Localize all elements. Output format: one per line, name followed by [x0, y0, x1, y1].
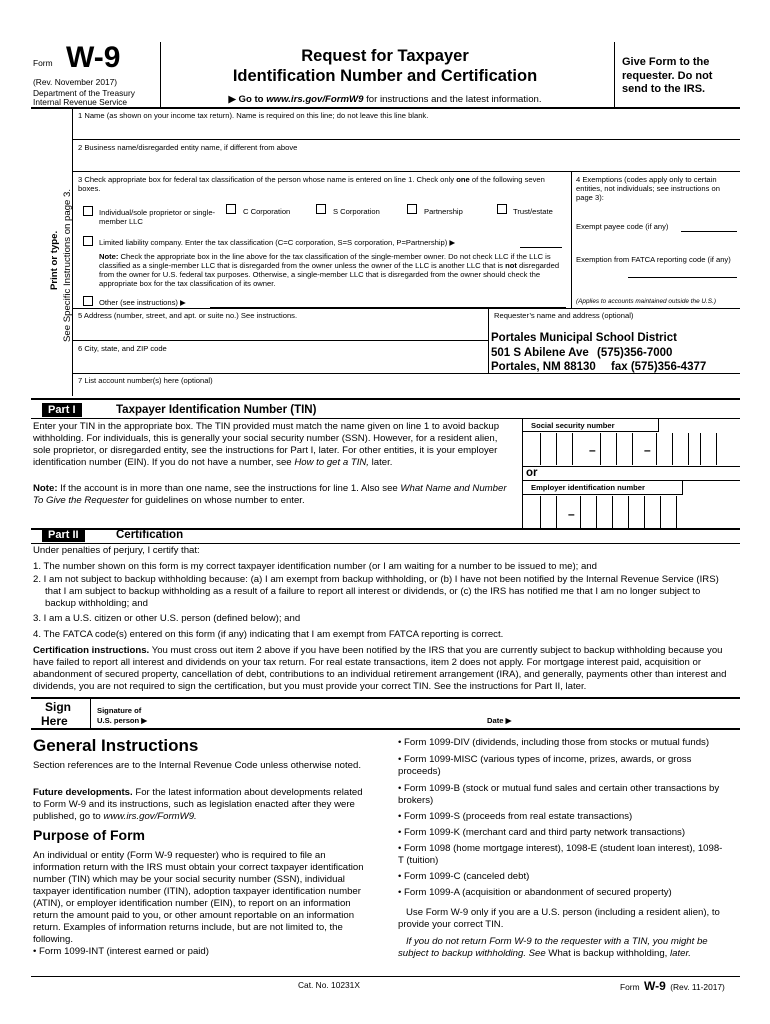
cert-instructions: Certification instructions. You must cross out item 2 above if you have been notified by the IRS that you are currently subject to backup withholding because you have failed to report all interest and dividends on your tax return. For real estate transactions, item 2 does not apply. For mortgage interest paid, acquisition or abandonment of secured property, cancellation of debt, contributions to an individual retirement arrangement (IRA), and generally, payments other than interest and dividends, you are not required to sign the certification, but you must provide your correct TIN. See the instructions for Part II, later.: [33, 645, 727, 692]
goto-instructions: ▶ Go to www.irs.gov/FormW9 for instructions and the latest information.: [228, 94, 542, 105]
date-label: Date ▶: [487, 716, 512, 725]
part1-instructions: Enter your TIN in the appropriate box. The TIN provided must match the name given on line 1 to avoid backup withholding. For individuals, this is generally your social security number (SSN). However, for a resident alien, sole proprietor, or disregarded entity, see the instructions for Part I, later. For other entities, it is your employer identification number (EIN). If you do not have a number, see How to get a TIN, later.: [33, 421, 500, 468]
signature-label-2: U.S. person ▶: [97, 716, 148, 725]
bullet-item: • Form 1099-S (proceeds from real estate transactions): [398, 811, 633, 822]
form-number: W-9: [66, 41, 121, 74]
fatca-label: Exemption from FATCA reporting code (if any): [576, 255, 731, 264]
city-state-zip-input[interactable]: [74, 354, 484, 372]
exempt-payee-input[interactable]: [681, 231, 737, 232]
bullet-item: • Form 1099-DIV (dividends, including those from stocks or mutual funds): [398, 737, 710, 748]
bullet-item: • Form 1099-MISC (various types of income, prizes, awards, or gross proceeds): [398, 754, 692, 777]
general-instructions-heading: General Instructions: [33, 736, 199, 755]
signature-label-1: Signature of: [97, 706, 142, 715]
bullet-item: • Form 1099-K (merchant card and third party network transactions): [398, 827, 686, 838]
irs-w9-link[interactable]: www.irs.gov/FormW9.: [103, 811, 197, 822]
catalog-number: Cat. No. 10231X: [298, 980, 360, 990]
perjury-intro: Under penalties of perjury, I certify that:: [33, 545, 200, 556]
other-label: Other (see instructions) ▶: [99, 298, 186, 307]
requester-address: 501 S Abilene Ave: [491, 347, 589, 359]
part2-title: Certification: [116, 529, 184, 541]
individual-checkbox[interactable]: [83, 206, 93, 216]
give-form-notice: Give Form to the requester. Do not send to the IRS.: [622, 56, 713, 95]
account-numbers-input[interactable]: [74, 386, 739, 398]
llc-checkbox[interactable]: [83, 236, 93, 246]
cert-item1: 1. The number shown on this form is my correct taxpayer identification number (or I am waiting for a number to be issued to me); and: [33, 561, 597, 572]
title-line2: Identification Number and Certification: [232, 67, 538, 85]
irs-url-link[interactable]: www.irs.gov/FormW9: [266, 94, 364, 105]
sign-label: Sign: [45, 700, 71, 714]
part1-label: Part I: [42, 403, 82, 417]
ssn-input[interactable]: [524, 433, 694, 465]
bullet-item: • Form 1099-C (canceled debt): [398, 871, 530, 882]
title-line1: Request for Taxpayer: [301, 47, 469, 65]
trust-estate-label: Trust/estate: [513, 207, 553, 216]
section-references: Section references are to the Internal Revenue Code unless otherwise noted.: [33, 760, 361, 771]
ssn-dash-1: –: [589, 443, 596, 457]
or-label: or: [526, 467, 538, 479]
cert-item2: 2. I am not subject to backup withholding because: (a) I am exempt from backup withholding, or (b) I have not been notified by the Internal Revenue Service (IRS) that I am subject to backup withholding as a result of a failure to report all interest or dividends, or (c) the IRS has notified me that I am no longer subject to backup withholding; and: [33, 574, 719, 609]
line7-label: 7 List account number(s) here (optional): [78, 376, 213, 385]
s-corporation-label: S Corporation: [333, 207, 380, 216]
purpose-text: An individual or entity (Form W-9 requester) who is required to file an information return with the IRS must obtain your correct taxpayer identification number (TIN) which may be your social security number (SSN), individual taxpayer identification number (ITIN), adoption taxpayer identification number (ATIN), or employer identification number (EIN), to report on an information return the amount paid to you, or other amount reportable on an information return. Examples of information returns include, but are not limited to, the following.: [33, 850, 364, 945]
s-corporation-checkbox[interactable]: [316, 204, 326, 214]
use-form-text: Use Form W-9 only if you are a U.S. person (including a resident alien), to provide your correct TIN.: [398, 907, 720, 930]
part1-note: Note: If the account is in more than one name, see the instructions for line 1. Also see What Name and Number To Give the Requester for guidelines on whose number to enter.: [33, 483, 507, 506]
bullet-item: • Form 1098 (home mortgage interest), 1098-E (student loan interest), 1098-T (tuition): [398, 843, 723, 866]
exempt-payee-label: Exempt payee code (if any): [576, 222, 669, 231]
partnership-label: Partnership: [424, 207, 463, 216]
bullet-item: • Form 1099-A (acquisition or abandonment of secured property): [398, 887, 672, 898]
revision: (Rev. November 2017): [33, 77, 118, 87]
partnership-checkbox[interactable]: [407, 204, 417, 214]
bullet-1099-int: • Form 1099-INT (interest earned or paid): [33, 946, 209, 957]
c-corporation-label: C Corporation: [243, 207, 291, 216]
backup-withholding-text: If you do not return Form W-9 to the requester with a TIN, you might be subject to backup withholding. See What is backup withholding, later.: [398, 936, 708, 959]
bullet-item: • Form 1099-B (stock or mutual fund sales and certain other transactions by brokers): [398, 783, 720, 806]
business-name-input[interactable]: [74, 153, 739, 170]
line3-label: 3 Check appropriate box for federal tax classification of the person whose name is entered on line 1. Check only one of the following seven boxes.: [78, 175, 545, 193]
here-label: Here: [41, 714, 68, 728]
requester-fax: fax (575)356-4377: [611, 361, 707, 373]
part1-title: Taxpayer Identification Number (TIN): [116, 404, 317, 416]
signature-field[interactable]: [160, 700, 480, 726]
name-input[interactable]: [74, 122, 739, 138]
date-field[interactable]: [520, 700, 738, 726]
cert-item4: 4. The FATCA code(s) entered on this form (if any) indicating that I am exempt from FATCA reporting is correct.: [33, 629, 504, 640]
right-bullets: [398, 737, 728, 960]
purpose-heading: Purpose of Form: [33, 827, 146, 843]
line4-label: 4 Exemptions (codes apply only to certain entities, not individuals; see instructions on page 3):: [576, 175, 720, 202]
line1-label: 1 Name (as shown on your income tax return). Name is required on this line; do not leave this line blank.: [78, 111, 429, 120]
form-word: Form: [33, 58, 53, 68]
part2-label: Part II: [42, 528, 85, 542]
fatca-note: (Applies to accounts maintained outside the U.S.): [576, 298, 716, 305]
llc-label: Limited liability company. Enter the tax classification (C=C corporation, S=S corporation, P=Partnership) ▶: [99, 238, 456, 247]
ein-label: Employer identification number: [531, 483, 645, 492]
ssn-dash-2: –: [644, 443, 651, 457]
cert-item3: 3. I am a U.S. citizen or other U.S. person (defined below); and: [33, 613, 301, 624]
ssn-label: Social security number: [531, 421, 615, 430]
other-checkbox[interactable]: [83, 296, 93, 306]
ein-dash: –: [568, 507, 575, 521]
line5-label: 5 Address (number, street, and apt. or suite no.) See instructions.: [78, 311, 298, 320]
requester-name: Portales Municipal School District: [491, 332, 677, 344]
individual-label: Individual/sole proprietor or single-member LLC: [99, 208, 216, 226]
c-corporation-checkbox[interactable]: [226, 204, 236, 214]
fatca-input[interactable]: [628, 277, 737, 278]
ein-input[interactable]: [524, 496, 724, 530]
requester-city: Portales, NM 88130: [491, 361, 596, 373]
future-developments: Future developments. For the latest information about developments related to Form W-9 and its instructions, such as legislation enacted after they were published, go to www.irs.gov/FormW9.: [33, 787, 363, 822]
footer-form-id: Form W-9 (Rev. 11-2017): [620, 979, 725, 993]
line6-label: 6 City, state, and ZIP code: [78, 344, 167, 353]
requester-label: Requester’s name and address (optional): [494, 311, 634, 320]
print-or-type-label: Print or type.: [49, 230, 60, 290]
trust-estate-checkbox[interactable]: [497, 204, 507, 214]
dept-line2: Internal Revenue Service: [33, 97, 128, 107]
requester-phone: (575)356-7000: [597, 347, 673, 359]
see-specific-instructions-label: See Specific Instructions on page 3.: [62, 188, 73, 342]
dept-line1: Department of the Treasury: [33, 88, 135, 98]
llc-classification-input[interactable]: [520, 247, 562, 248]
address-input[interactable]: [74, 321, 484, 339]
line2-label: 2 Business name/disregarded entity name, if different from above: [78, 143, 298, 152]
llc-note: Note: Check the appropriate box in the line above for the tax classification of the single-member owner. Do not check LLC if the LLC is classified as a single-member LLC that is disregarded from the owner unless the owner of the LLC is another LLC that is not disregarded from the owner for U.S. federal tax purposes. Otherwise, a single-member LLC that is disregarded from the owner should check the appropriate box for the tax classification of its owner.: [99, 252, 560, 288]
